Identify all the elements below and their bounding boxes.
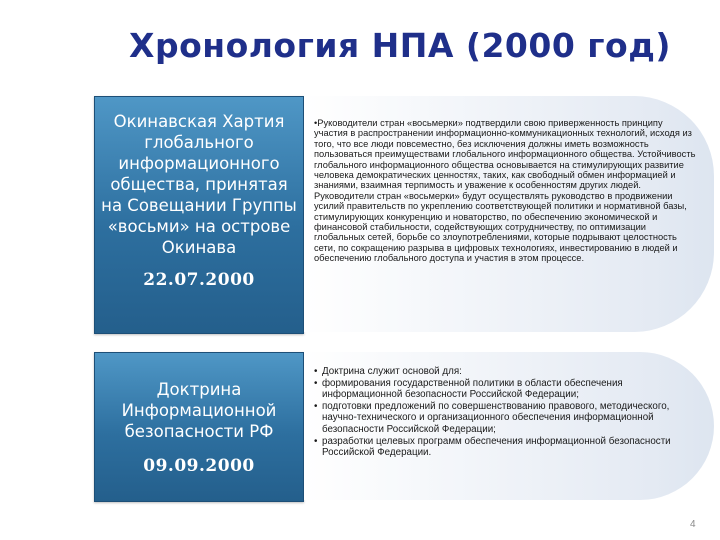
bullet-icon: • (314, 435, 318, 447)
list-item-text: Доктрина служит основой для: (322, 366, 462, 377)
security-doctrine-card (94, 352, 304, 502)
security-doctrine-name: Доктрина Информационной безопасности РФ (121, 380, 277, 441)
security-doctrine-list (314, 366, 692, 459)
okinawa-charter-panel (304, 96, 714, 332)
list-item-text: формирования государственной политики в области обеспечения информационной безопасности Российской Федерации; (322, 377, 623, 401)
list-item (314, 366, 692, 378)
bullet-icon: • (314, 366, 318, 377)
bullet-icon: • (314, 400, 318, 412)
okinawa-charter-date: 22.07.2000 (143, 270, 255, 290)
page-number: 4 (690, 519, 696, 530)
slide-title: Хронология НПА (2000 год) (129, 26, 671, 65)
list-item (314, 436, 692, 459)
bullet-icon: • (314, 377, 318, 389)
list-item (314, 378, 692, 401)
security-doctrine-panel (304, 352, 714, 500)
security-doctrine-date: 09.09.2000 (143, 456, 255, 476)
list-item-text: подготовки предложений по совершенствованию правового, методического, научно-технического и организационного обеспечения информационной безопасности Российской Федерации; (322, 400, 670, 435)
okinawa-charter-name: Окинавская Хартия глобального информационного общества, принятая на Совещании Группы «восьми» на острове Окинава (101, 112, 297, 257)
okinawa-charter-card (94, 96, 304, 334)
okinawa-charter-description: •Руководители стран «восьмерки» подтвердили свою приверженность принципу участия в распространении информационно-коммуникационных технологий, исходя из того, что все люди повсеместно, без исключения должны иметь возможность пользоваться преимуществами глобального информационного общества. Устойчивость глобального информационного общества основывается на стимулирующих развитие человека демократических ценностях, таких, как свободный обмен информацией и знаниями, взаимная терпимость и уважение к особенностям других людей. Руководители стран «восьмерки» будут осуществлять руководство в продвижении усилий правительств по укреплению соответствующей политики и нормативной базы, стимулирующих конкуренцию и новаторство, по обеспечению экономической и финансовой стабильности, содействующих сотрудничеству, по оптимизации глобальных сетей, борьбе со злоупотреблениями, которые подрывают целостность сети, по сокращению разрыва в цифровых технологиях, инвестированию в людей и обеспечению глобального доступа и участия в этом процессе. (314, 118, 696, 264)
list-item (314, 401, 692, 436)
list-item-text: разработки целевых программ обеспечения информационной безопасности Российской Федерации. (322, 435, 671, 459)
